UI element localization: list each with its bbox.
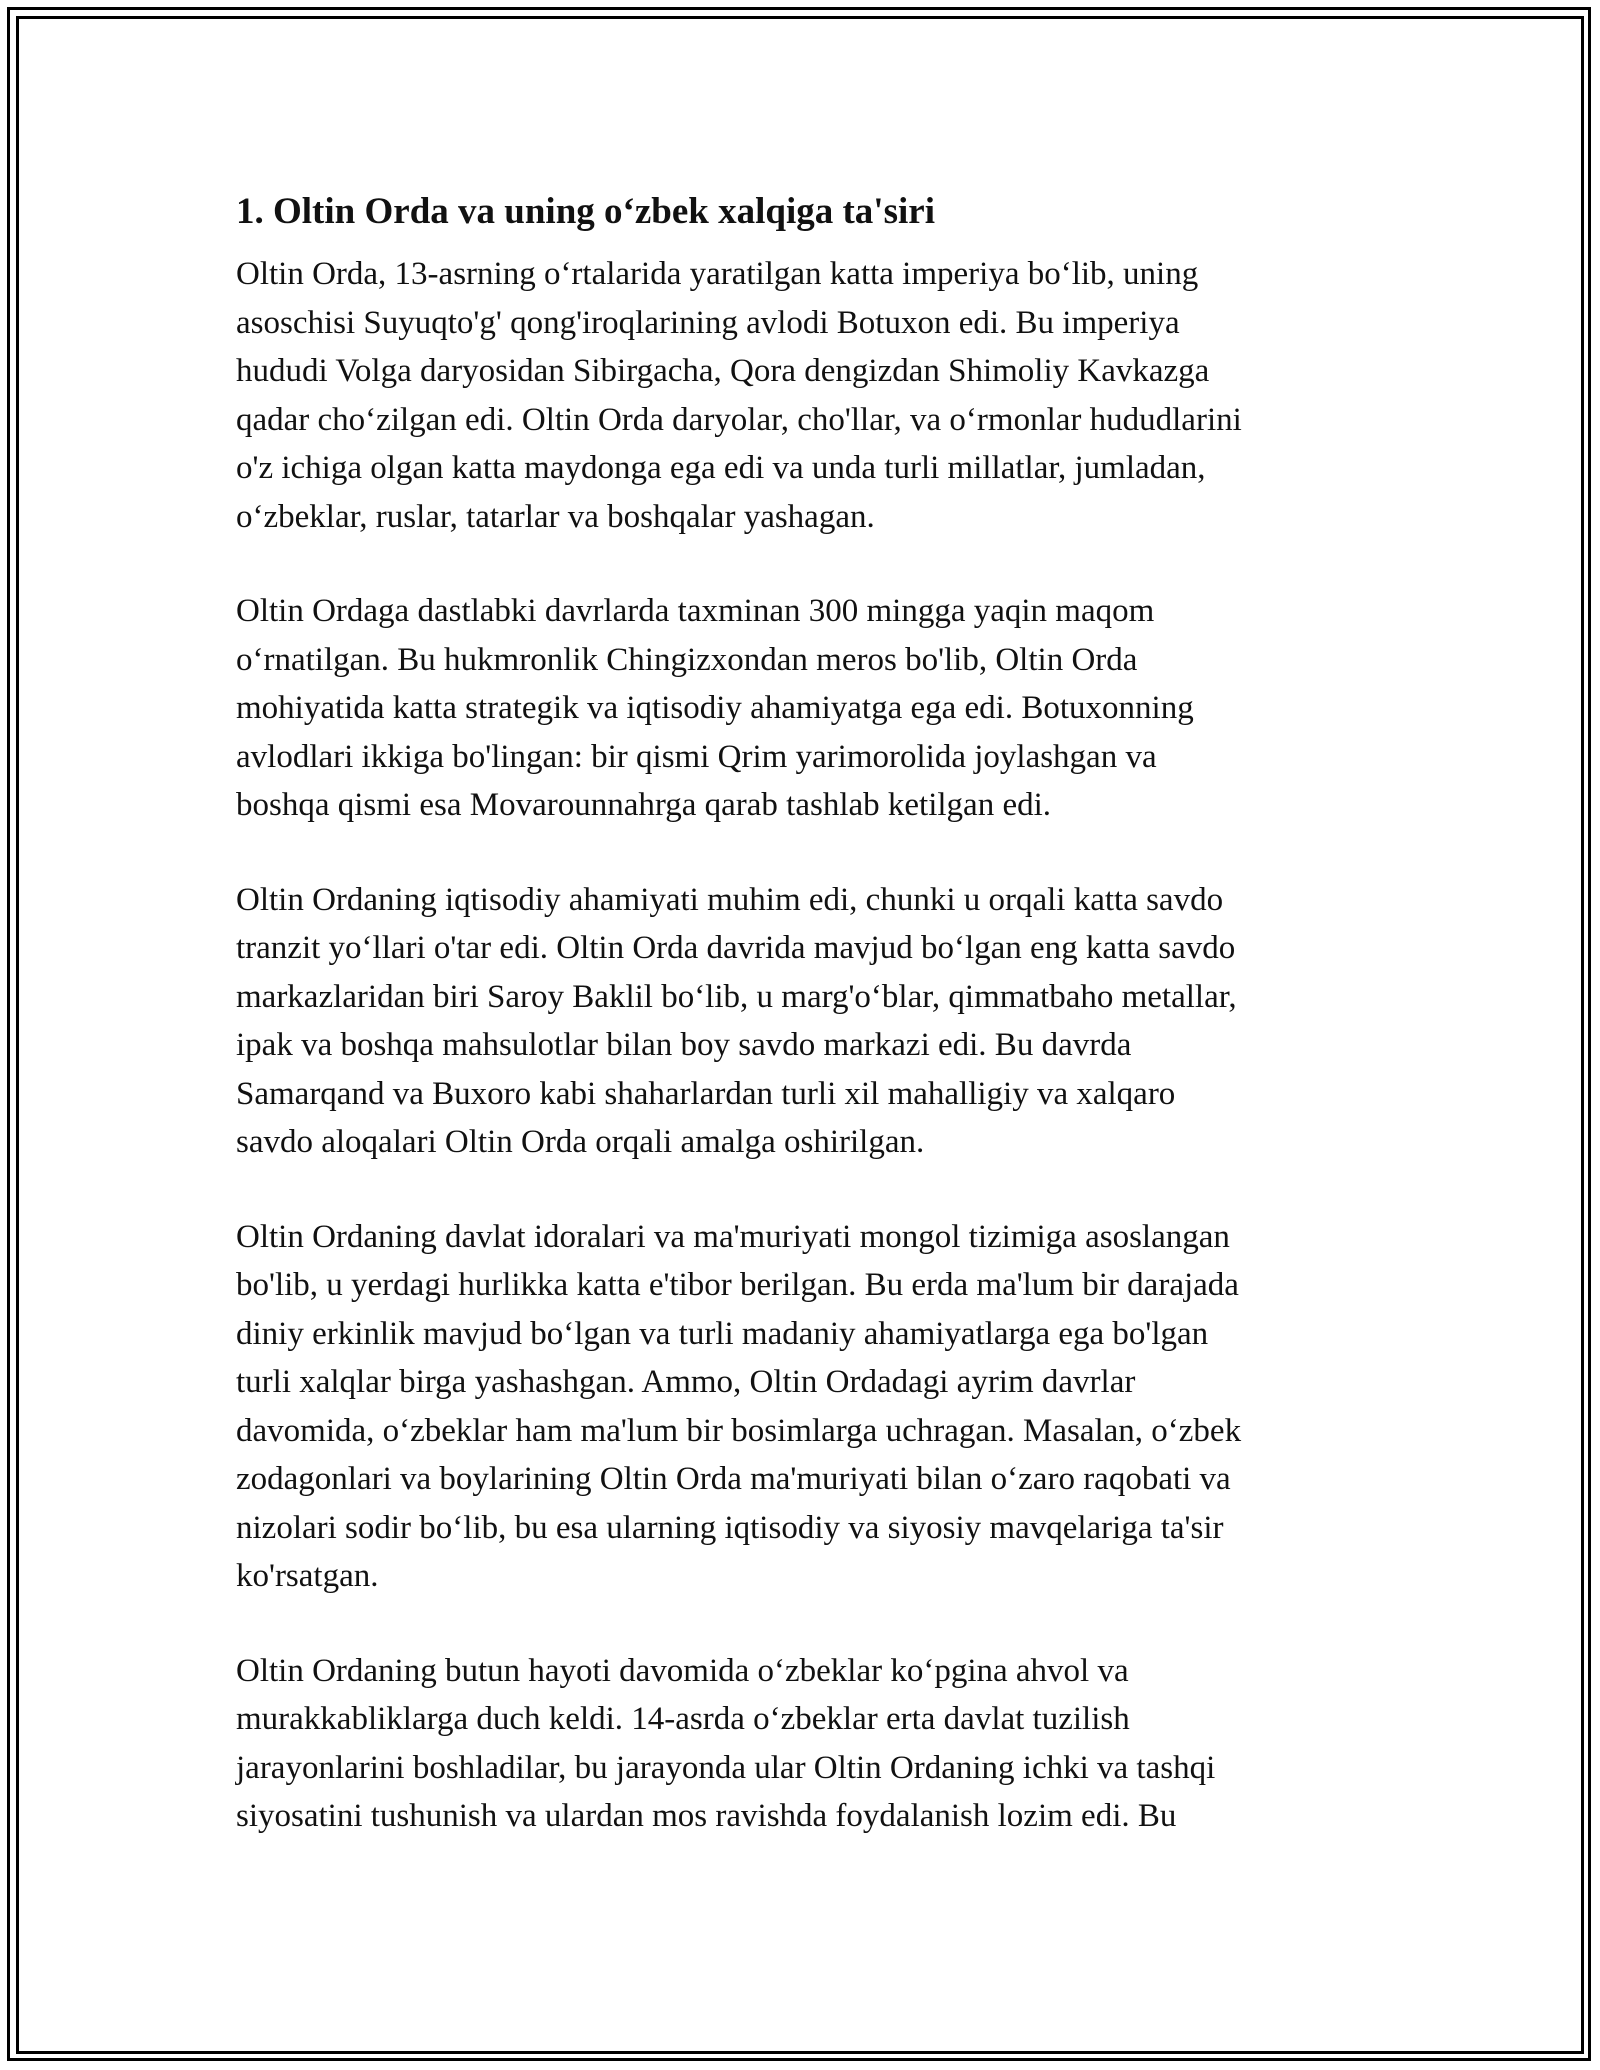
text-line: mohiyatida katta strategik va iqtisodiy ahamiyatga ega edi. Botuxonning [236,690,1194,726]
text-line: murakkabliklarga duch keldi. 14-asrda o‘zbeklar erta davlat tuzilish [236,1701,1130,1737]
text-line: Oltin Orda, 13-asrning o‘rtalarida yaratilgan katta imperiya bo‘lib, uning [236,256,1199,292]
text-line: o'z ichiga olgan katta maydonga ega edi va unda turli millatlar, jumladan, [236,450,1206,486]
text-line: bo'lib, u yerdagi hurlikka katta e'tibor berilgan. Bu erda ma'lum bir darajada [236,1267,1239,1303]
paragraph [236,1213,1366,1601]
text-line: ipak va boshqa mahsulotlar bilan boy savdo markazi edi. Bu davrda [236,1027,1132,1063]
text-line: o‘zbeklar, ruslar, tatarlar va boshqalar yashagan. [236,498,875,535]
document-body [236,186,1366,1887]
text-line: davomida, o‘zbeklar ham ma'lum bir bosimlarga uchragan. Masalan, o‘zbek [236,1412,1242,1449]
paragraph-container [236,250,1366,1841]
text-line: diniy erkinlik mavjud bo‘lgan va turli madaniy ahamiyatlarga ega bo'lgan [236,1315,1209,1352]
text-line: asoschisi Suyuqto'g' qong'iroqlarining avlodi Botuxon edi. Bu imperiya [236,304,1180,341]
paragraph [236,587,1366,830]
text-line: boshqa qismi esa Movarounnahrga qarab tashlab ketilgan edi. [236,787,1052,823]
text-line: jarayonlarini boshladilar, bu jarayonda ular Oltin Ordaning ichki va tashqi [236,1749,1216,1786]
text-line: hududi Volga daryosidan Sibirgacha, Qora dengizdan Shimoliy Kavkazga [236,353,1210,389]
text-line: markazlaridan biri Saroy Baklil bo‘lib, u marg'o‘blar, qimmatbaho metallar, [236,978,1237,1015]
text-line: siyosatini tushunish va ulardan mos ravishda foydalanish lozim edi. Bu [236,1798,1177,1834]
text-line: nizolari sodir bo‘lib, bu esa ularning iqtisodiy va siyosiy mavqelariga ta'sir [236,1509,1224,1546]
text-line: Oltin Ordaning iqtisodiy ahamiyati muhim edi, chunki u orqali katta savdo [236,881,1224,918]
paragraph [236,1647,1366,1841]
text-line: ko'rsatgan. [236,1558,379,1594]
text-line: turli xalqlar birga yashashgan. Ammo, Oltin Ordadagi ayrim davrlar [236,1364,1136,1400]
text-line: qadar cho‘zilgan edi. Oltin Orda daryolar, cho'llar, va o‘rmonlar hududlarini [236,401,1242,438]
paragraph [236,876,1366,1167]
text-line: Oltin Ordaning butun hayoti davomida o‘zbeklar ko‘pgina ahvol va [236,1652,1129,1689]
text-line: tranzit yo‘llari o'tar edi. Oltin Orda davrida mavjud bo‘lgan eng katta savdo [236,930,1236,966]
text-line: Oltin Ordaga dastlabki davrlarda taxminan 300 mingga yaqin maqom [236,593,1155,629]
text-line: avlodlari ikkiga bo'lingan: bir qismi Qrim yarimorolida joylashgan va [236,738,1157,775]
section-heading: 1. Oltin Orda va uning o‘zbek xalqiga ta'siri [236,191,935,232]
text-line: zodagonlari va boylarining Oltin Orda ma'muriyati bilan o‘zaro raqobati va [236,1461,1231,1497]
text-line: Samarqand va Buxoro kabi shaharlardan turli xil mahalligiy va xalqaro [236,1075,1176,1112]
paragraph [236,250,1366,541]
text-line: savdo aloqalari Oltin Orda orqali amalga oshirilgan. [236,1124,925,1160]
text-line: Oltin Ordaning davlat idoralari va ma'muriyati mongol tizimiga asoslangan [236,1218,1230,1255]
text-line: o‘rnatilgan. Bu hukmronlik Chingizxondan meros bo'lib, Oltin Orda [236,641,1138,678]
